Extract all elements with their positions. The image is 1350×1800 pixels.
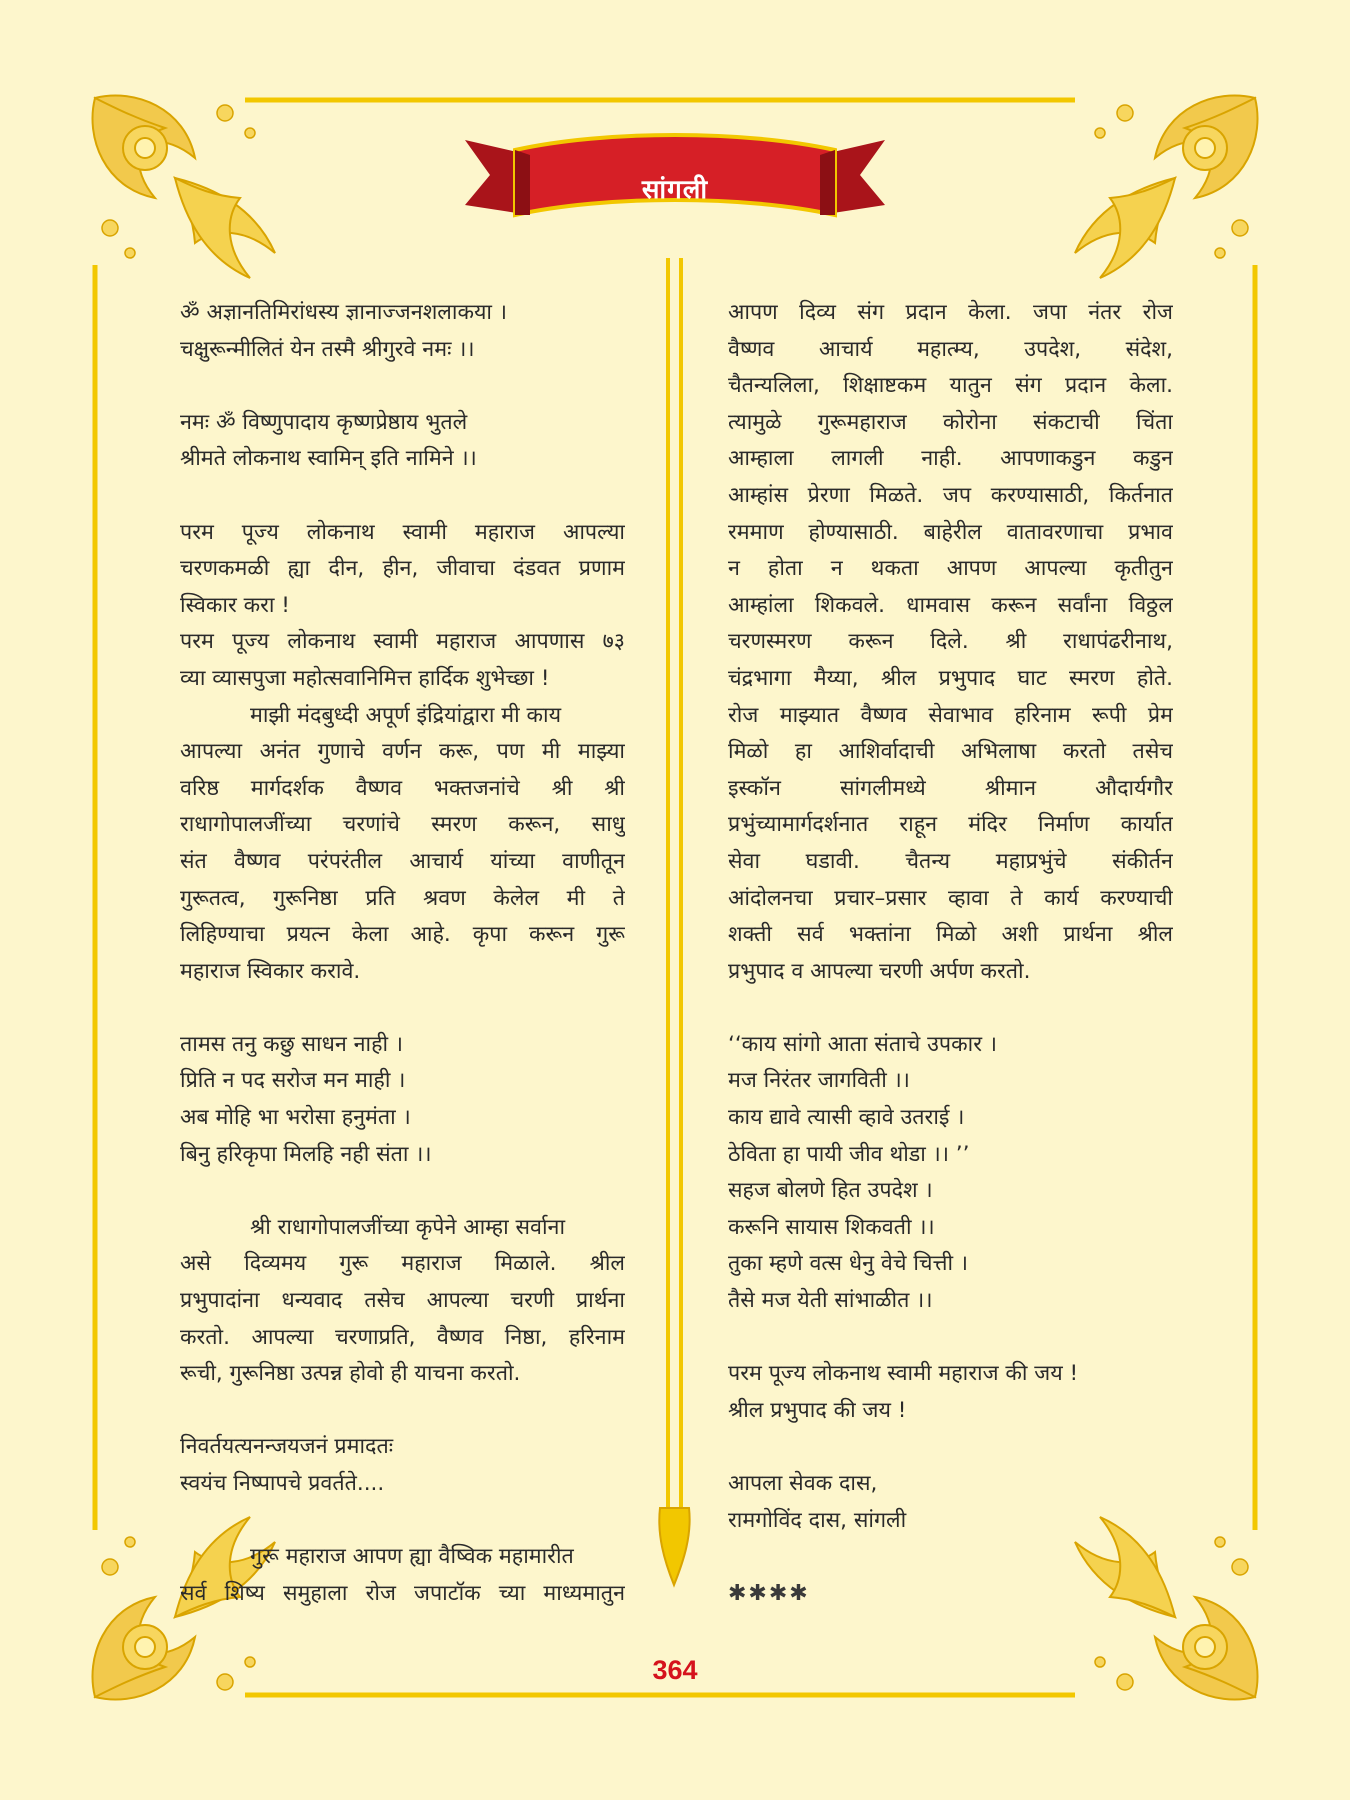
- blank-line: [728, 1539, 1173, 1576]
- page-number: 364: [652, 1655, 698, 1685]
- text-line: अब मोहि भा भरोसा हनुमंता ।: [180, 1105, 411, 1131]
- text-line: चक्षुरून्मीलितं येन तस्मै श्रीगुरवे नमः ।।: [180, 336, 475, 362]
- text-line: आंदोलनचा प्रचार–प्रसार व्हावा ते कार्य करण्याची: [728, 885, 1173, 911]
- text-line: आम्हाला लागली नाही. आपणाकडुन कडुन: [728, 446, 1173, 472]
- text-line: तैसे मज येती सांभाळीत ।।: [728, 1288, 933, 1314]
- right-column: [728, 295, 1173, 1612]
- text-line: परम पूज्य लोकनाथ स्वामी महाराज आपणास ७३: [180, 629, 625, 655]
- text-line: वरिष्ठ मार्गदर्शक वैष्णव भक्तजनांचे श्री श्री: [180, 775, 625, 801]
- blank-line: [180, 990, 625, 1027]
- text-line: नमः ॐ विष्णुपादाय कृष्णप्रेष्ठाय भुतले: [180, 409, 468, 435]
- text-line: त्यामुळे गुरूमहाराज कोरोना संकटाची चिंता: [728, 409, 1173, 435]
- text-line: प्रभुपाद व आपल्या चरणी अर्पण करतो.: [728, 958, 1031, 984]
- text-line: आपण दिव्य संग प्रदान केला. जपा नंतर रोज: [728, 300, 1173, 325]
- blank-line: [180, 1393, 625, 1430]
- text-line: माझी मंदबुध्दी अपूर्ण इंद्रियांद्वारा मी काय: [250, 702, 562, 728]
- text-line: गुरूतत्व, गुरूनिष्ठा प्रति श्रवण केलेल मी ते: [180, 885, 625, 911]
- text-line: प्रभुंच्यामार्गदर्शनात राहून मंदिर निर्माण कार्यात: [728, 812, 1173, 838]
- text-line: प्रिति न पद सरोज मन माही ।: [180, 1068, 406, 1094]
- text-line: तामस तनु कछु साधन नाही ।: [180, 1031, 404, 1057]
- text-line: निवर्तयत्यनन्जयजनं प्रमादतः: [180, 1434, 394, 1460]
- text-line: परम पूज्य लोकनाथ स्वामी महाराज की जय !: [728, 1361, 1079, 1387]
- text-line: सेवा घडावी. चैतन्य महाप्रभुंचे संकीर्तन: [728, 848, 1173, 874]
- text-line: बिनु हरिकृपा मिलहि नही संता ।।: [180, 1141, 432, 1167]
- text-line: करतो. आपल्या चरणाप्रति, वैष्णव निष्ठा, हरिनाम: [180, 1324, 625, 1350]
- text-line: लिहिण्याचा प्रयत्न केला आहे. कृपा करून गुरू: [180, 922, 625, 948]
- text-line: वैष्णव आचार्य महात्म्य, उपदेश, संदेश,: [728, 336, 1173, 362]
- text-line: रममाण होण्यासाठी. बाहेरील वातावरणाचा प्रभाव: [728, 519, 1173, 545]
- text-line: चरणस्मरण करून दिले. श्री राधापंढरीनाथ,: [728, 629, 1173, 655]
- blank-line: [180, 1503, 625, 1540]
- text-line: रामगोविंद दास, सांगली: [728, 1507, 907, 1533]
- text-line: करूनि सायास शिकवती ।।: [728, 1214, 935, 1240]
- blank-line: [728, 990, 1173, 1027]
- text-line: महाराज स्विकार करावे.: [180, 958, 361, 984]
- text-line: श्रील प्रभुपाद की जय !: [728, 1397, 907, 1423]
- text-line: न होता न थकता आपण आपल्या कृतीतुन: [728, 556, 1173, 582]
- text-line: रोज माझ्यात वैष्णव सेवाभाव हरिनाम रूपी प्रेम: [728, 702, 1173, 728]
- text-line: चरणकमळी ह्या दीन, हीन, जीवाचा दंडवत प्रणाम: [180, 556, 625, 582]
- blank-line: [728, 1320, 1173, 1357]
- text-line: आम्हांला शिकवले. धामवास करून सर्वांना विठ्ठल: [728, 592, 1173, 618]
- text-line: चंद्रभागा मैय्या, श्रील प्रभुपाद घाट स्मरण होते.: [728, 665, 1173, 691]
- blank-line: [728, 1429, 1173, 1466]
- text-line: ‘‘काय सांगो आता संताचे उपकार ।: [728, 1031, 997, 1057]
- text-line: गुरू महाराज आपण ह्या वैष्विक महामारीत: [250, 1544, 574, 1570]
- text-line: परम पूज्य लोकनाथ स्वामी महाराज आपल्या: [180, 519, 625, 545]
- text-line: तुका म्हणे वत्स धेनु वेचे चित्ती ।: [728, 1251, 968, 1277]
- text-line: रूची, गुरूनिष्ठा उत्पन्न होवो ही याचना करतो.: [180, 1361, 521, 1387]
- end-ornament-stars: ✱✱✱✱: [728, 1580, 810, 1606]
- text-line: मिळो हा आशिर्वादाची अभिलाषा करतो तसेच: [728, 739, 1173, 765]
- text-line: प्रभुपादांना धन्यवाद तसेच आपल्या चरणी प्रार्थना: [180, 1288, 625, 1314]
- text-line: इस्कॉन सांगलीमध्ये श्रीमान औदार्यगौर: [728, 775, 1173, 801]
- banner-title: सांगली: [641, 175, 709, 205]
- text-line: स्वयंच निष्पापचे प्रवर्तते....: [180, 1471, 385, 1496]
- blank-line: [180, 478, 625, 515]
- text-line: आपल्या अनंत गुणाचे वर्णन करू, पण मी माझ्या: [180, 739, 625, 765]
- text-line: व्या व्यासपुजा महोत्सवानिमित्त हार्दिक शुभेच्छा !: [180, 665, 550, 691]
- text-line: सहज बोलणे हित उपदेश ।: [728, 1178, 933, 1204]
- left-column: [180, 295, 625, 1612]
- blank-line: [180, 368, 625, 405]
- text-line: संत वैष्णव परंपरंतील आचार्य यांच्या वाणीतून: [180, 848, 625, 874]
- text-line: काय द्यावे त्यासी व्हावे उतराई ।: [728, 1105, 965, 1131]
- text-line: राधागोपालजींच्या चरणांचे स्मरण करून, साधु: [180, 812, 625, 838]
- text-line: आम्हांस प्रेरणा मिळते. जप करण्यासाठी, किर्तनात: [728, 482, 1173, 508]
- text-line: आपला सेवक दास,: [728, 1471, 878, 1496]
- text-line: मज निरंतर जागविती ।।: [728, 1068, 910, 1094]
- blank-line: [180, 1173, 625, 1210]
- text-line: स्विकार करा !: [180, 592, 290, 618]
- text-line: चैतन्यलिला, शिक्षाष्टकम यातुन संग प्रदान केला.: [728, 373, 1173, 399]
- text-line: श्री राधागोपालजींच्या कृपेने आम्हा सर्वाना: [250, 1214, 566, 1240]
- text-line: सर्व शिष्य समुहाला रोज जपाटॉक च्या माध्यमातुन: [180, 1580, 625, 1606]
- text-line: श्रीमते लोकनाथ स्वामिन् इति नामिने ।।: [180, 446, 477, 472]
- text-line: असे दिव्यमय गुरू महाराज मिळाले. श्रील: [180, 1251, 625, 1277]
- text-line: ॐ अज्ञानतिमिरांधस्य ज्ञानाज्जनशलाकया ।: [180, 300, 507, 325]
- text-line: ठेविता हा पायी जीव थोडा ।। ’’: [728, 1141, 970, 1167]
- text-line: शक्ती सर्व भक्तांना मिळो अशी प्रार्थना श्रील: [728, 922, 1173, 948]
